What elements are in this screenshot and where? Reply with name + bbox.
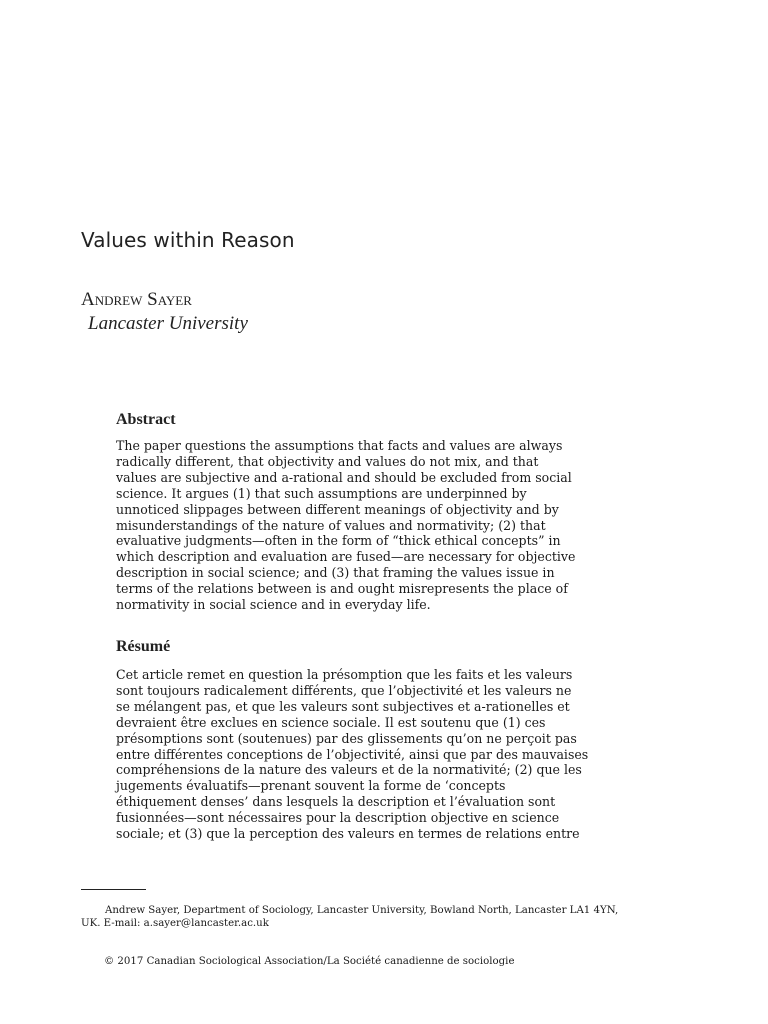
resume-line: devraient être exclues en science sociale. Il est soutenu que (1) ces xyxy=(116,714,546,730)
abstract-line: values are subjective and a-rational and should be excluded from social xyxy=(116,469,572,485)
abstract-line: which description and evaluation are fused—are necessary for objective xyxy=(116,549,576,565)
resume-line: sociale; et (3) que la perception des valeurs en termes de relations entre xyxy=(116,826,580,842)
abstract-line: science. It argues (1) that such assumptions are underpinned by xyxy=(116,485,527,501)
resume-body xyxy=(116,667,660,842)
abstract-line: evaluative judgments—often in the form of “thick ethical concepts” in xyxy=(116,533,561,549)
abstract-line: radically different, that objectivity and values do not mix, and that xyxy=(116,453,539,469)
abstract-line: unnoticed slippages between different meanings of objectivity and by xyxy=(116,501,559,517)
abstract-line: description in social science; and (3) that framing the values issue in xyxy=(116,565,555,581)
resume-line: fusionnées—sont nécessaires pour la description objective en science xyxy=(116,810,560,826)
resume-line: entre différentes conceptions de l’objectivité, ainsi que par des mauvaises xyxy=(116,746,589,762)
footnote-line: UK. E-mail: a.sayer@lancaster.ac.uk xyxy=(81,918,269,929)
resume-line: présomptions sont (soutenues) par des glissements qu’on ne perçoit pas xyxy=(116,730,577,746)
resume-line: se mélangent pas, et que les valeurs sont subjectives et a-rationelles et xyxy=(116,698,570,714)
resume-line: Cet article remet en question la présomption que les faits et les valeurs xyxy=(116,667,573,682)
resume-line: compréhensions de la nature des valeurs et de la normativité; (2) que les xyxy=(116,762,582,778)
abstract-line: misunderstandings of the nature of values and normativity; (2) that xyxy=(116,517,546,533)
copyright-notice: © 2017 Canadian Sociological Association/La Société canadienne de sociologie xyxy=(104,956,515,967)
abstract-heading: Abstract xyxy=(116,411,176,428)
footnote xyxy=(81,904,701,930)
resume-line: éthiquement denses’ dans lesquels la description et l’évaluation sont xyxy=(116,794,556,810)
resume-line: sont toujours radicalement différents, que l’objectivité et les valeurs ne xyxy=(116,682,572,698)
abstract-line: normativity in social science and in everyday life. xyxy=(116,597,431,613)
resume-line: jugements évaluatifs—prenant souvent la forme de ‘concepts xyxy=(116,778,506,794)
abstract-line: The paper questions the assumptions that facts and values are always xyxy=(116,438,563,453)
abstract-body xyxy=(116,438,660,613)
author-affiliation: Lancaster University xyxy=(88,313,248,334)
abstract-line: terms of the relations between is and ought misrepresents the place of xyxy=(116,581,568,597)
footnote-line: Andrew Sayer, Department of Sociology, Lancaster University, Bowland North, Lancaster LA1 4YN, xyxy=(105,905,619,916)
article-title: Values within Reason xyxy=(81,228,295,252)
footnote-divider xyxy=(81,889,146,890)
resume-heading: Résumé xyxy=(116,638,171,655)
author-name: Andrew Sayer xyxy=(81,289,192,310)
